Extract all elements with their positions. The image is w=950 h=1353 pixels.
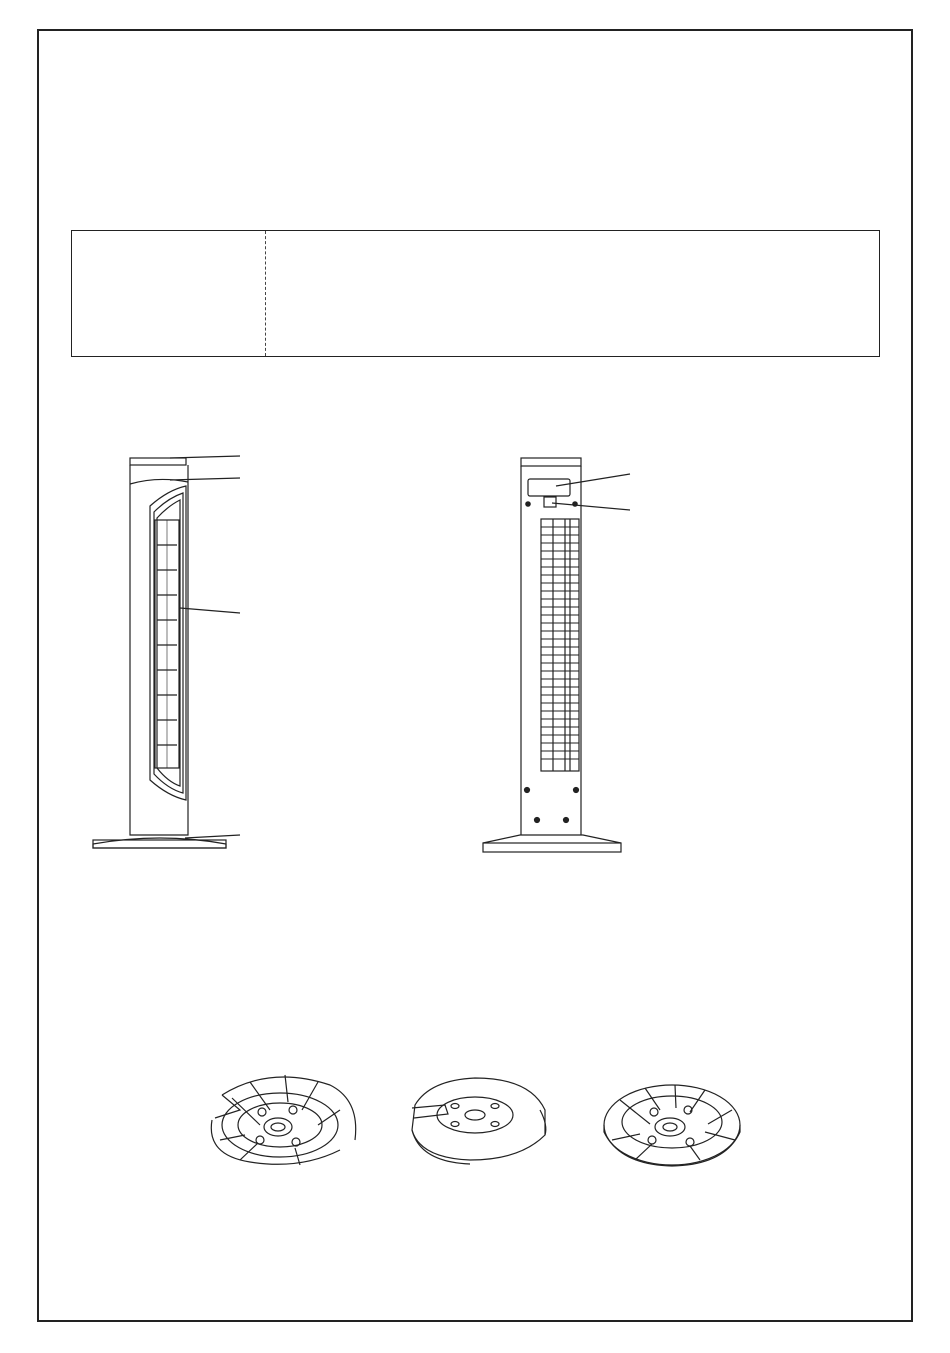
base-assembled-illustration — [604, 1085, 740, 1166]
base-halves-open-illustration — [211, 1075, 355, 1165]
base-half-top-illustration — [412, 1078, 546, 1164]
tower-fan-front-illustration — [93, 456, 240, 848]
tower-fan-rear-illustration — [483, 458, 630, 852]
